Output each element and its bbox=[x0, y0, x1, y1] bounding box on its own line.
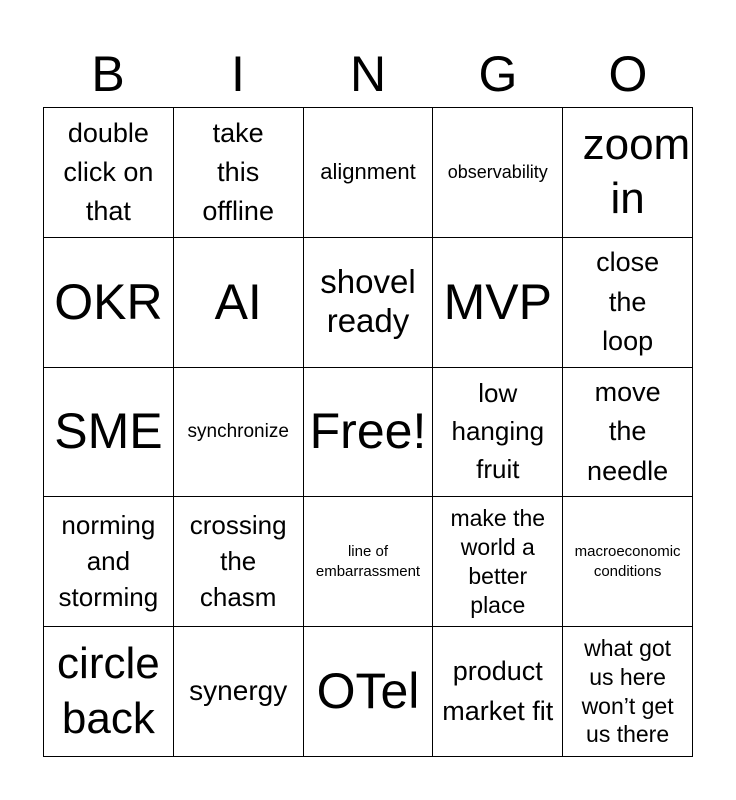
bingo-cell[interactable] bbox=[433, 368, 563, 498]
cell-text: OKR bbox=[54, 273, 163, 330]
cell-text: synergy bbox=[189, 675, 288, 707]
bingo-cell[interactable] bbox=[563, 108, 693, 238]
cell-text: make the world a better place bbox=[450, 505, 546, 618]
bingo-cell[interactable] bbox=[304, 497, 434, 627]
cell-text: low hanging fruit bbox=[451, 378, 545, 484]
header-letter-g: G bbox=[478, 46, 518, 102]
bingo-cell[interactable] bbox=[304, 108, 434, 238]
bingo-cell[interactable] bbox=[174, 497, 304, 627]
free-space-text: Free! bbox=[309, 403, 427, 460]
cell-text: norming and storming bbox=[58, 509, 159, 612]
bingo-cell[interactable] bbox=[433, 497, 563, 627]
bingo-cell[interactable] bbox=[433, 108, 563, 238]
header-letter-i: I bbox=[231, 46, 245, 102]
bingo-cell[interactable] bbox=[174, 368, 304, 498]
header-letter-n: N bbox=[349, 46, 387, 102]
bingo-cell[interactable] bbox=[433, 238, 563, 368]
bingo-cell[interactable] bbox=[174, 108, 304, 238]
bingo-cell[interactable] bbox=[44, 368, 174, 498]
cell-text: what got us here won’t get us there bbox=[581, 635, 674, 748]
bingo-cell[interactable] bbox=[433, 627, 563, 757]
bingo-cell[interactable] bbox=[44, 627, 174, 757]
bingo-cell[interactable] bbox=[174, 627, 304, 757]
header-letter-o: O bbox=[608, 46, 648, 102]
bingo-board bbox=[43, 107, 693, 757]
cell-text: MVP bbox=[443, 273, 552, 330]
cell-text: zoom in bbox=[582, 120, 691, 224]
cell-text: move the needle bbox=[587, 377, 669, 486]
cell-text: observability bbox=[447, 161, 548, 182]
cell-text: take this offline bbox=[202, 117, 274, 226]
cell-text: product market fit bbox=[442, 656, 554, 726]
cell-text: alignment bbox=[320, 159, 416, 185]
cell-text: circle back bbox=[57, 639, 160, 743]
bingo-cell[interactable] bbox=[44, 108, 174, 238]
cell-text: OTel bbox=[316, 663, 420, 720]
header-letter-b: B bbox=[91, 46, 125, 102]
bingo-cell[interactable] bbox=[563, 627, 693, 757]
cell-text: line of embarrassment bbox=[315, 543, 421, 580]
bingo-cell[interactable] bbox=[563, 238, 693, 368]
cell-text: shovel ready bbox=[320, 263, 416, 340]
bingo-cell[interactable] bbox=[563, 497, 693, 627]
cell-text: macroeconomic conditions bbox=[574, 543, 681, 580]
cell-text: crossing the chasm bbox=[189, 509, 287, 612]
free-space-cell[interactable] bbox=[304, 368, 434, 498]
cell-text: AI bbox=[214, 273, 262, 330]
cell-text: double click on that bbox=[63, 117, 154, 226]
bingo-cell[interactable] bbox=[563, 368, 693, 498]
bingo-cell[interactable] bbox=[304, 238, 434, 368]
bingo-header bbox=[43, 40, 693, 108]
cell-text: synchronize bbox=[187, 421, 289, 443]
bingo-cell[interactable] bbox=[174, 238, 304, 368]
bingo-cell[interactable] bbox=[44, 238, 174, 368]
bingo-cell[interactable] bbox=[304, 627, 434, 757]
cell-text: SME bbox=[54, 403, 163, 460]
bingo-cell[interactable] bbox=[44, 497, 174, 627]
cell-text: close the loop bbox=[596, 247, 660, 356]
